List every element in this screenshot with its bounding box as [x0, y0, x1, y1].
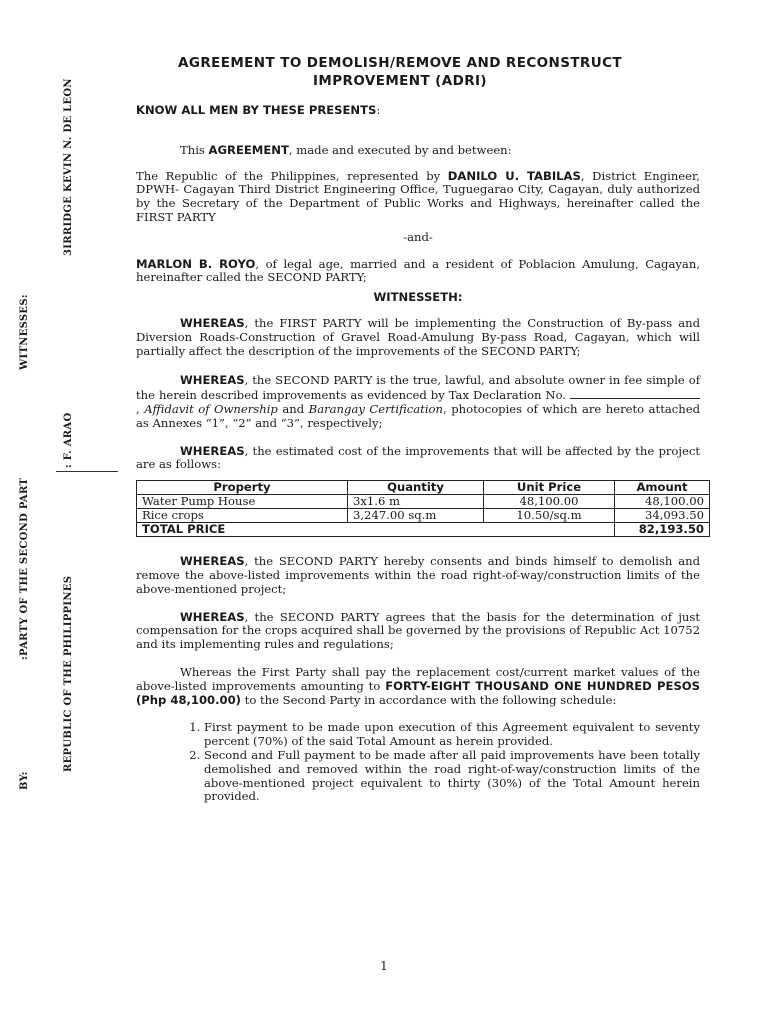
cell-amount: 48,100.00 [615, 495, 710, 509]
cell-unit-price: 10.50/sq.m [484, 509, 615, 523]
schedule-item: 1. First payment to be made upon execution of this Agreement equivalent to seventy percent (70%) of the said Total Amount as herein provided. [204, 721, 700, 749]
header-property: Property [137, 481, 348, 495]
page-number: 1 [380, 959, 388, 973]
cost-table [136, 480, 710, 537]
witness-name-1: 3IRRIDGE KEVIN N. DE LEON [63, 78, 74, 256]
cell-quantity: 3x1.6 m [348, 495, 484, 509]
header-unit-price: Unit Price [484, 481, 615, 495]
schedule-item: 2. Second and Full payment to be made after all paid improvements have been totally demolished and removed within the road right-of-way/construction limits of the above-mentioned project equivalent to thirty (30%) of the Total Amount herein provided. [204, 749, 700, 804]
header-amount: Amount [615, 481, 710, 495]
first-party-paragraph: The Republic of the Philippines, represented by DANILO U. TABILAS, District Engineer, DPWH- Cagayan Third District Engineering Office, Tuguegarao City, Cagayan, duly authorized by the Secretary of the Department of Public Works and Highways, hereinafter called the FIRST PARTY [136, 168, 700, 224]
table-header-row [137, 481, 710, 495]
second-party-paragraph: MARLON B. ROYO, of legal age, married and a resident of Poblacion Amulung, Cagayan, hereinafter called the SECOND PARTY; [136, 256, 701, 285]
document-title [100, 54, 700, 90]
whereas-3: WHEREAS, the estimated cost of the improvements that will be affected by the project are as follows: [136, 443, 700, 472]
table-row [137, 509, 710, 523]
witness-name-2: : F. ARAO [63, 412, 74, 468]
witnesseth-heading: WITNESSETH: [373, 290, 463, 305]
table-row [137, 495, 710, 509]
cell-property: Rice crops [137, 509, 348, 523]
intro-paragraph: This AGREEMENT, made and executed by and between: [180, 142, 512, 157]
whereas-2: WHEREAS, the SECOND PARTY is the true, lawful, and absolute owner in fee simple of the herein described improvements as evidenced by Tax Declaration No. , Affidavit of Ownership and Barangay Certification, photocopies of which are hereto attached as Annexes “1”, “2” and “3”, respectively; [136, 373, 701, 430]
by-label: BY: [19, 771, 30, 790]
total-row [137, 523, 710, 537]
whereas-5: WHEREAS, the SECOND PARTY agrees that the basis for the determination of just compensation for the crops acquired shall be governed by the provisions of Republic Act 10752 and its implementing rules and regulations; [136, 609, 700, 652]
republic-label: REPUBLIC OF THE PHILIPPINES [63, 575, 74, 772]
cell-quantity: 3,247.00 sq.m [348, 509, 484, 523]
title-line-2: IMPROVEMENT (ADRI) [312, 73, 487, 89]
payment-paragraph: Whereas the First Party shall pay the replacement cost/current market values of the above-listed improvements amounting to FORTY-EIGHT THOUSAND ONE HUNDRED PESOS (Php 48,100.00) to the Second Party in accordance with the following schedule: [136, 664, 700, 707]
payment-schedule [136, 721, 700, 804]
signature-line [56, 471, 118, 472]
whereas-1: WHEREAS, the FIRST PARTY will be implementing the Construction of By-pass and Diversion Roads-Construction of Gravel Road-Amulung By-pass Road, Cagayan, which will partially affect the description of the improvements of the SECOND PARTY; [136, 315, 700, 358]
cell-amount: 34,093.50 [615, 509, 710, 523]
tax-declaration-blank[interactable] [570, 388, 700, 399]
and-separator: -and- [403, 229, 433, 244]
cell-unit-price: 48,100.00 [484, 495, 615, 509]
agreement-body [136, 103, 704, 804]
cell-property: Water Pump House [137, 495, 348, 509]
total-label: TOTAL PRICE [137, 523, 615, 537]
total-value: 82,193.50 [615, 523, 710, 537]
whereas-4: WHEREAS, the SECOND PARTY hereby consents and binds himself to demolish and remove the above-listed improvements within the road right-of-way/construction limits of the above-mentioned project; [136, 554, 700, 596]
witnesses-label: WITNESSES: [19, 294, 30, 370]
header-quantity: Quantity [348, 481, 484, 495]
title-line-1: AGREEMENT TO DEMOLISH/REMOVE AND RECONSTRUCT [177, 55, 623, 71]
second-party-label: :PARTY OF THE SECOND PART [19, 477, 30, 660]
know-all-paragraph: KNOW ALL MEN BY THESE PRESENTS: [136, 103, 381, 117]
